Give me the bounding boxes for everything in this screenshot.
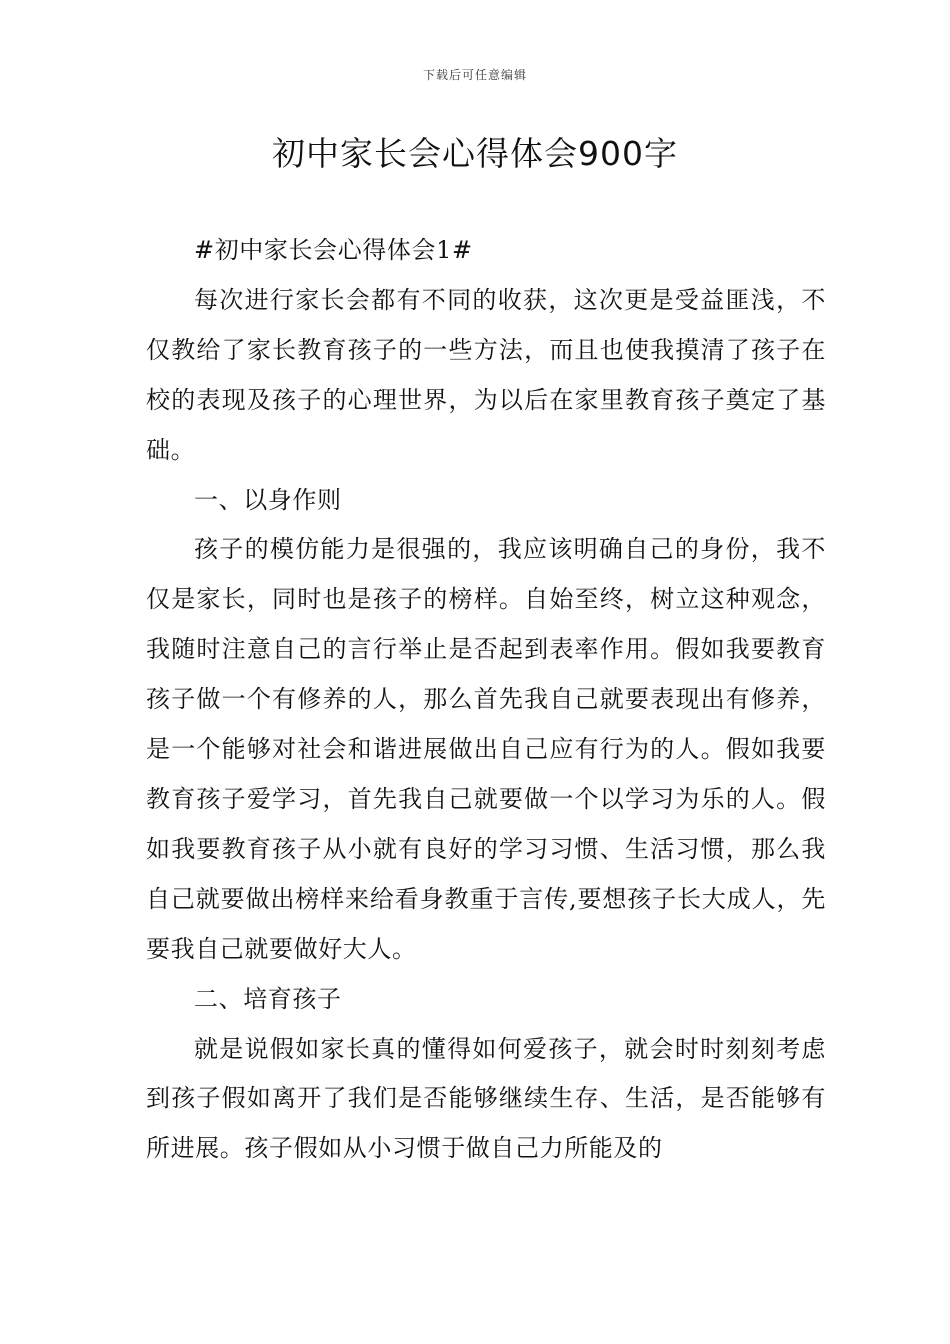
body-paragraph: 孩子的模仿能力是很强的，我应该明确自己的身份，我不仅是家长，同时也是孩子的榜样。自始至终，树立这种观念，我随时注意自己的言行举止是否起到表率作用。假如我要教育孩子做一个有修养的人，那么首先我自己就要表现出有修养，是一个能够对社会和谐进展做出自己应有行为的人。假如我要教育孩子爱学习，首先我自己就要做一个以学习为乐的人。假如我要教育孩子从小就有良好的学习习惯、生活习惯，那么我自己就要做出榜样来给看身教重于言传,要想孩子长大成人，先要我自己就要做好大人。 [146,535,826,963]
document-body [146,226,826,1174]
body-paragraph: 每次进行家长会都有不同的收获，这次更是受益匪浅，不仅教给了家长教育孩子的一些方法，而且也使我摸清了孩子在校的表现及孩子的心理世界，为以后在家里教育孩子奠定了基础。 [146,285,826,464]
page-title: 初中家长会心得体会900字 [272,134,678,173]
body-paragraph: 就是说假如家长真的懂得如何爱孩子，就会时时刻刻考虑到孩子假如离开了我们是否能够继续生存、生活，是否能够有所进展。孩子假如从小习惯于做自己力所能及的 [146,1034,826,1163]
header-note: 下载后可任意编辑 [422,68,527,82]
section-heading: #初中家长会心得体会1# [194,236,473,264]
section-heading: 一、以身作则 [194,485,342,514]
section-heading: 二、培育孩子 [194,984,342,1013]
